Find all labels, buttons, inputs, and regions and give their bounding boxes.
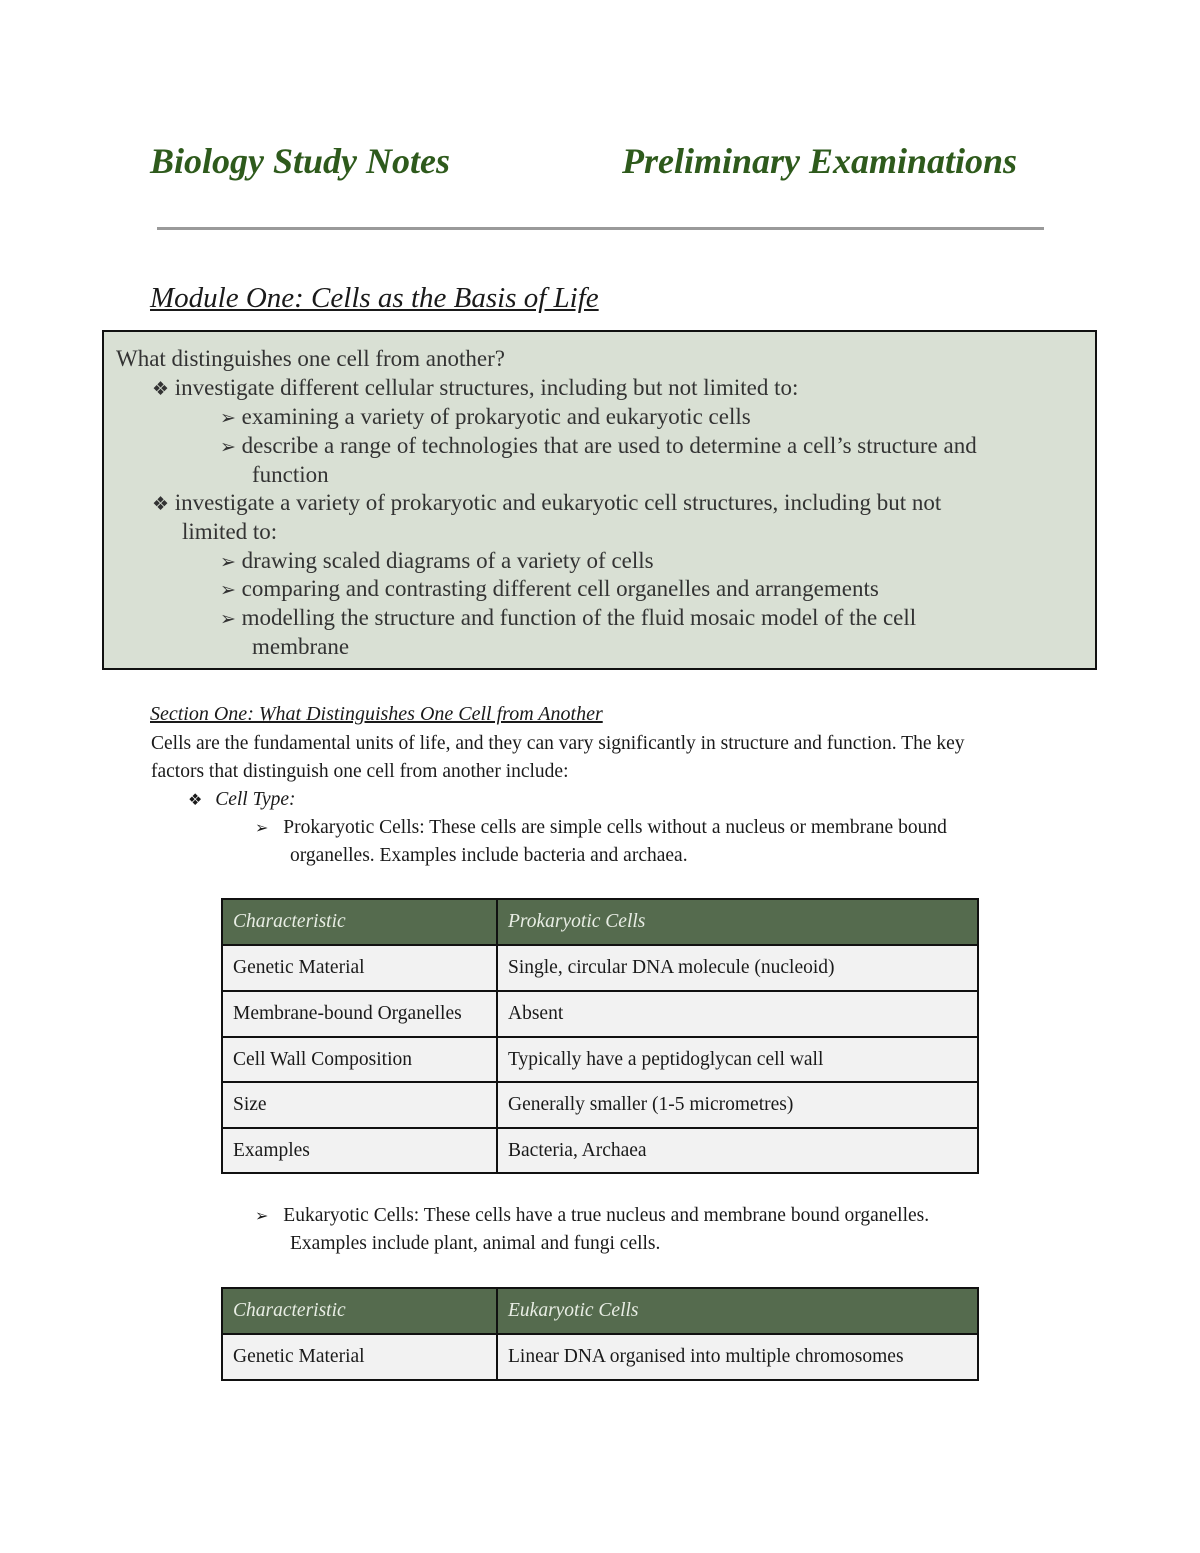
table-cell: Linear DNA organised into multiple chromosomes [497,1334,978,1380]
table-cell: Bacteria, Archaea [497,1128,978,1173]
table-header-cell: Prokaryotic Cells [497,899,978,945]
table-header-cell: Characteristic [222,1288,497,1334]
arrow-bullet-icon: ➢ [220,407,236,429]
eukaryotic-description-continuation: Examples include plant, animal and fungi cells. [290,1233,661,1254]
table-cell: Generally smaller (1-5 micrometres) [497,1082,978,1128]
syllabus-item-2: ❖ investigate a variety of prokaryotic and eukaryotic cell structures, including but not [152,489,941,518]
arrow-bullet-icon: ➢ [255,818,269,837]
prokaryotic-table [221,898,979,1174]
table-header-row [222,899,978,945]
table-row [222,1128,978,1173]
arrow-bullet-icon: ➢ [255,1206,269,1225]
diamond-bullet-icon: ❖ [152,493,170,515]
table-cell: Genetic Material [222,945,497,991]
syllabus-subitem: ➢ drawing scaled diagrams of a variety of cells [220,547,654,576]
table-cell: Examples [222,1128,497,1173]
table-header-row [222,1288,978,1334]
arrow-bullet-icon: ➢ [220,551,236,573]
syllabus-subitem-continuation: function [252,462,329,487]
table-cell: Size [222,1082,497,1128]
table-cell: Absent [497,991,978,1037]
table-cell: Genetic Material [222,1334,497,1380]
syllabus-subitem: ➢ describe a range of technologies that are used to determine a cell’s structure and [220,432,977,461]
cell-type-bullet: ❖ Cell Type: [188,789,296,810]
eukaryotic-table [221,1287,979,1381]
table-cell: Typically have a peptidoglycan cell wall [497,1037,978,1082]
arrow-bullet-icon: ➢ [220,436,236,458]
syllabus-item-2-continuation: limited to: [182,519,278,544]
arrow-bullet-icon: ➢ [220,608,236,630]
diamond-bullet-icon: ❖ [188,790,203,809]
table-cell: Cell Wall Composition [222,1037,497,1082]
syllabus-item-1: ❖ investigate different cellular structures, including but not limited to: [152,374,798,403]
table-cell: Membrane-bound Organelles [222,991,497,1037]
header-divider [157,227,1044,230]
prokaryotic-description: ➢ Prokaryotic Cells: These cells are simple cells without a nucleus or membrane bound [255,817,947,838]
syllabus-subitem: ➢ examining a variety of prokaryotic and eukaryotic cells [220,403,751,432]
intro-line-2: factors that distinguish one cell from another include: [151,761,569,782]
table-cell: Single, circular DNA molecule (nucleoid) [497,945,978,991]
table-row [222,1082,978,1128]
syllabus-subitem: ➢ modelling the structure and function of the fluid mosaic model of the cell [220,604,916,633]
syllabus-subitem: ➢ comparing and contrasting different cell organelles and arrangements [220,575,879,604]
table-row [222,991,978,1037]
eukaryotic-description: ➢ Eukaryotic Cells: These cells have a true nucleus and membrane bound organelles. [255,1205,930,1226]
diamond-bullet-icon: ❖ [152,378,170,400]
syllabus-subitem-continuation: membrane [252,634,350,659]
arrow-bullet-icon: ➢ [220,579,236,601]
table-header-cell: Eukaryotic Cells [497,1288,978,1334]
table-row [222,1334,978,1380]
intro-line-1: Cells are the fundamental units of life, and they can vary significantly in structure and function. The key [151,733,965,754]
table-row [222,1037,978,1082]
header-left-title: Biology Study Notes [150,141,451,181]
section-title: Section One: What Distinguishes One Cell from Another [150,703,603,725]
module-title: Module One: Cells as the Basis of Life [150,282,599,314]
table-header-cell: Characteristic [222,899,497,945]
syllabus-question: What distinguishes one cell from another? [116,346,505,371]
table-row [222,945,978,991]
syllabus-box [102,330,1097,670]
header-right-title: Preliminary Examinations [622,141,1018,181]
prokaryotic-description-continuation: organelles. Examples include bacteria and archaea. [290,845,688,866]
